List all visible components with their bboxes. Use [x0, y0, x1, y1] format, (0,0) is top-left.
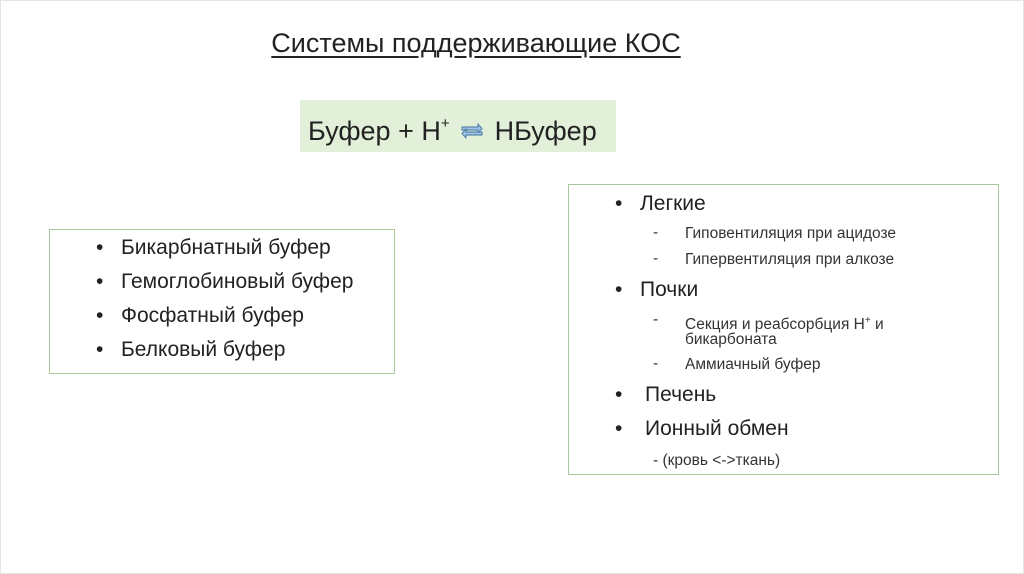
- bullet-icon: •: [96, 338, 104, 361]
- buffer-systems-box: [49, 229, 395, 374]
- equation-left: Буфер + Н: [308, 116, 441, 146]
- sub-item: Гипервентиляция при алкозе: [685, 251, 895, 268]
- bullet-icon: •: [615, 383, 623, 406]
- list-item-kidneys: Почки: [640, 278, 699, 301]
- dash-icon: -: [653, 224, 659, 241]
- sub-item: Гиповентиляция при ацидозе: [685, 225, 897, 242]
- list-item: Фосфатный буфер: [121, 304, 304, 327]
- dash-icon: -: [653, 250, 659, 267]
- list-item: Белковый буфер: [121, 338, 286, 361]
- buffer-equation: [300, 100, 616, 152]
- sub-item-continued: бикарбоната: [685, 331, 777, 348]
- slide-title: Системы поддерживающие КОС: [271, 28, 681, 58]
- list-item: Бикарбнатный буфер: [121, 236, 331, 259]
- bullet-icon: •: [96, 270, 104, 293]
- sub-item: - (кровь <->ткань): [653, 452, 781, 469]
- bullet-icon: •: [615, 417, 623, 440]
- list-item-ion-exchange: Ионный обмен: [645, 417, 789, 440]
- equation-right: НБуфер: [494, 116, 597, 146]
- sub-item: Секция и реабсорбция Н+ и: [685, 315, 884, 334]
- equation-superscript: +: [440, 115, 450, 132]
- sub-item: Аммиачный буфер: [685, 356, 821, 373]
- dash-icon: -: [653, 311, 659, 328]
- dash-icon: -: [653, 355, 659, 372]
- bullet-icon: •: [96, 236, 104, 259]
- bullet-icon: •: [96, 304, 104, 327]
- bullet-icon: •: [615, 192, 623, 215]
- equilibrium-arrows-icon: [461, 105, 483, 157]
- list-item: Гемоглобиновый буфер: [121, 270, 354, 293]
- list-item-lungs: Легкие: [640, 192, 706, 215]
- organ-systems-box: [568, 184, 999, 475]
- list-item-liver: Печень: [645, 383, 717, 406]
- bullet-icon: •: [615, 278, 623, 301]
